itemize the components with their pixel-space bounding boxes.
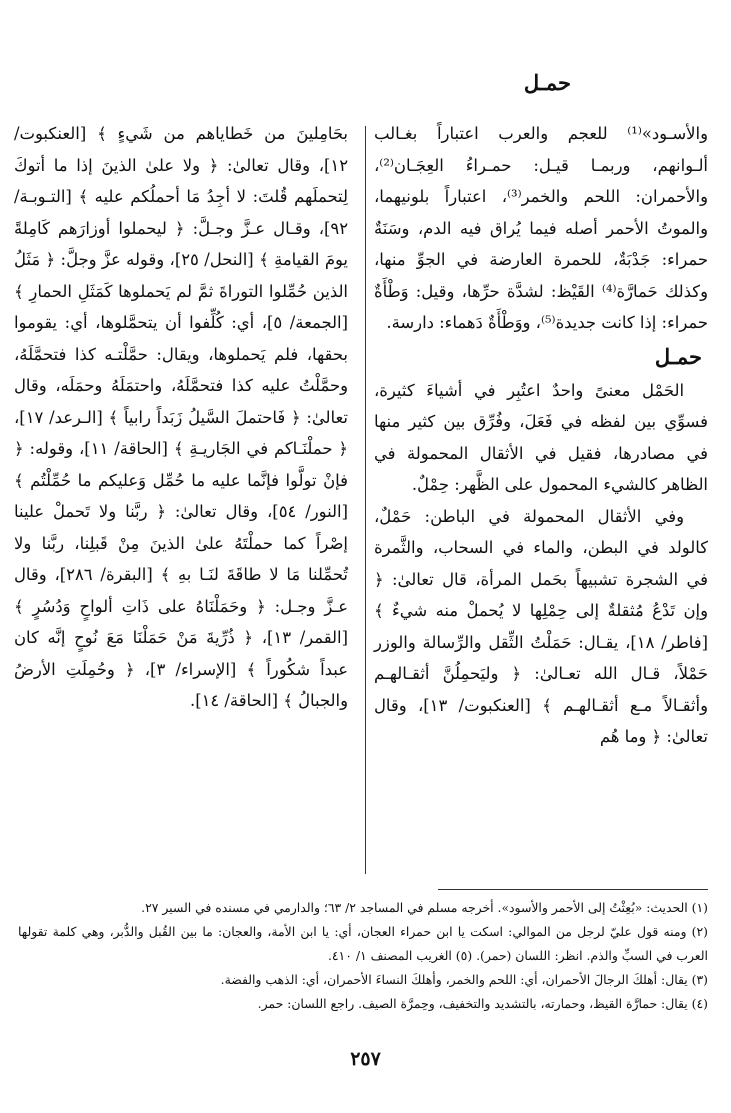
footnote: (٢) ومنه قول عليّ لرجل من الموالي: اسكت يا ابن حمراء العجان، أي: يا ابن الأمة، والعجان: ما بين القُبل والدُّبر، وهي كلمة تقولها العرب في السبِّ والذم. انظر: اللسان (حمر). (٥) الغريب المصنف ١/ ٤١٠.: [18, 924, 708, 963]
footnotes: [18, 896, 708, 1016]
paragraph: بحَامِلينَ من خَطاياهم من شَيءٍ ﴾ [العنكبوت/ ١٢]، وقال تعالىٰ: ﴿ ولا علىٰ الذينَ إذا ما أتوكَ لِتحملَهم قُلتَ: لا أجِدُ مَا أحملُكم عليه ﴾ [التـوبـة/ ٩٢]، وقـال عـزَّ وجـلَّ: ﴿ ليحملوا أوزارَهم كَامِلةً يومَ القيامةِ ﴾ [النحل/ ٢٥]، وقوله عزَّ وجلَّ: ﴿ مَثَلُ الذين حُمِّلوا التوراةَ ثمَّ لم يَحملوها كَمَثَلِ الحمارِ ﴾ [الجمعة/ ٥]، أي: كُلِّفوا أن يتحمَّلوها، أي: يقوموا بحقها، فلم يَحملوها، ويقال: حمَّلْتـه كذا فتحمَّلَهُ، وحمَّلْتُ عليه كذا فتحمَّلَهُ، واحتمَلَهُ وحمَلَه، وقال تعالىٰ: ﴿ فَاحتملَ السَّيلُ زَبَداً رابياً ﴾ [الـرعد/ ١٧]، ﴿ حملْنَـاكم في الجَاريـةِ ﴾ [الحاقة/ ١١]، وقوله: ﴿ فإنْ تولَّوا فإنَّما عليه ما حُمِّل وَعليكم ما حُمِّلْتُم ﴾ [النور/ ٥٤]، وقال تعالىٰ: ﴿ ربَّنا ولا تَحملْ علينا إصْراً كما حملْتَهُ علىٰ الذينَ مِنْ قَبلِنا، ربَّنا ولا تُحمِّلنا مَا لا طاقَةَ لنَـا بهِ ﴾ [البقرة/ ٢٨٦]، وقال عـزَّ وجـل: ﴿ وحَمَلْنَاهُ على ذَاتِ ألواحٍ وَدُسُرٍ ﴾ [القمر/ ١٣]، ﴿ ذُرِّيةَ مَنْ حَمَلْنَا مَعَ نُوحٍ إنَّه كان عبداً شكُوراً ﴾ [الإسراء/ ٣]، ﴿ وحُمِلَتِ الأرضُ والجبالُ ﴾ [الحاقة/ ١٤].: [14, 124, 348, 710]
paragraph: وفي الأثقال المحمولة في الباطن: حَمْلٌ، كالولد في البطن، والماء في السحاب، والثَّمرة في الشجرة تشبيهاً بحَمل المرأة، قال تعالىٰ: ﴿ وإن تَدْعُ مُثقلةٌ إلى حِمْلِها لا يُحملْ منه شيءٌ ﴾ [فاطر/ ١٨]، يقـال: حَمَلْتُ الثِّقل والرِّسالة والوزر حَمْلاً، قـال الله تعـالىٰ: ﴿ وليَحمِلُنَّ أثقـالهـم وأثقـالاً مـع أثقـالهـم ﴾ [العنكبوت/ ١٣]، وقال تعالىٰ: ﴿ وما هُم: [374, 506, 709, 746]
footnote-rule: [438, 889, 708, 890]
running-head: حمـل: [523, 70, 571, 95]
footnote: (٤) يقال: حمارَّة القيظ، وحمارته، بالتشديد والتخفيف، وحِمرَّة الصيف. راجع اللسان: حمر.: [257, 996, 708, 1011]
footnote: (٣) يقال: أهلكَ الرجالَ الأحمران، أي: اللحم والخمر، وأهلكَ النساءَ الأحمران، أي: الذهب والفضة.: [220, 972, 708, 987]
footnote: (١) الحديث: «بُعِثْتُ إلى الأحمر والأسود». أخرجه مسلم في المساجد ٢/ ٦٣؛ والدارمي في مسنده في السير ٢٧.: [141, 900, 708, 915]
left-column: [14, 118, 348, 717]
paragraph: والأسـود»⁽¹⁾ للعجم والعرب اعتباراً بغـالب ألـوانهم، وربمـا قيـل: حمـراءُ العِجَـان⁽²⁾، والأحمران: اللحم والخمر⁽³⁾، اعتباراً بلونيهما، والموتُ الأحمر أصله فيما يُراق فيه الدم، وسَنَةٌ حمراء: جَدْبَةٌ، للحمرة العارضة في الجوِّ منها، وكذلك حَمارَّة⁽⁴⁾ القَيْظ: لشدَّة حرِّها، وقيل: وَطْأَةٌ حمراء: إذا كانت جديدة⁽⁵⁾، ووَطْأَةٌ دَهماء: دارسة.: [374, 124, 708, 332]
page-number: ٢٥٧: [350, 1048, 381, 1070]
paragraph: الحَمْل معنىً واحدٌ اعتُبِر في أشياءَ كثيرة، فسوِّي بين لفظه في فَعَلَ، وفُرِّق بين كثير منها في مصادرها، فقيل في الأثقال المحمولة في الظاهر كالشيء المحمول على الظَّهر: حِمْلٌ.: [374, 380, 708, 494]
column-divider: [365, 126, 366, 874]
right-column: [374, 118, 708, 753]
entry-heading: حمـل: [654, 343, 702, 369]
